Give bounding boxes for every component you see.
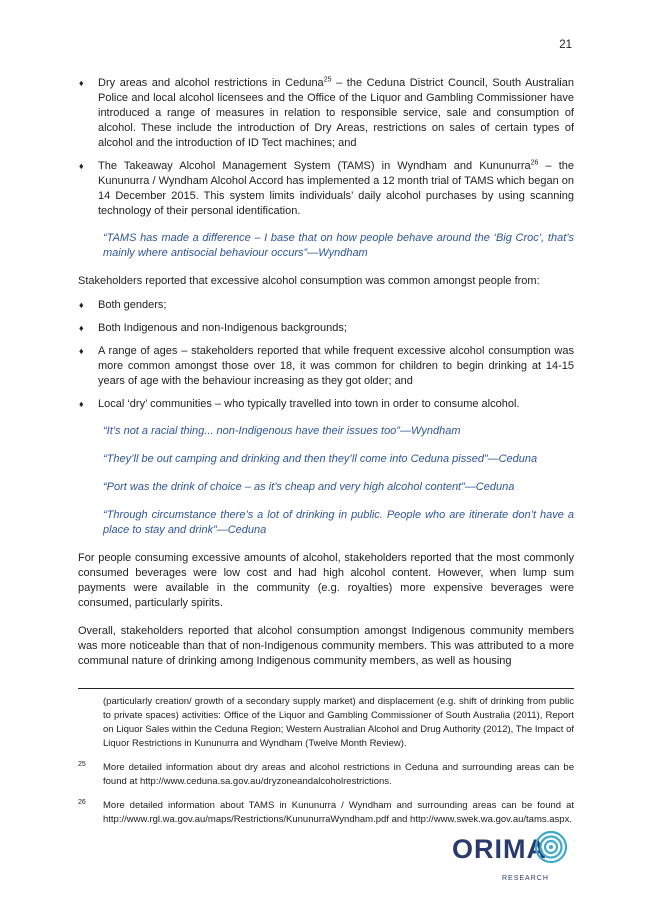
diamond-bullet-icon: ♦ (79, 323, 84, 333)
diamond-bullet-icon: ♦ (79, 399, 84, 409)
logo-wordmark: ORIMA (452, 834, 547, 864)
paragraph-overall: Overall, stakeholders reported that alcohol consumption amongst Indigenous community members was more noticeable than that of non-Indigenous community members. This was attributed to a more communal nature of drinking among Indigenous community members, as well as housing (78, 625, 574, 667)
footnote-number: 26 (78, 799, 86, 806)
quote-port: “Port was the drink of choice – as it’s cheap and very high alcohol content”—Ceduna (103, 481, 515, 493)
stakeholders-intro: Stakeholders reported that excessive alcohol consumption was common amongst people from: (78, 275, 540, 287)
footnotes (78, 695, 574, 837)
footnote-text: (particularly creation/ growth of a secondary supply market) and displacement (e.g. shift of drinking from public to private spaces) activities: Office of the Liquor and Gambling Commissioner of South Australia (2011), Report on Liquor Sales within the Ceduna Region; Western Australian Alcohol and Drug Authority (2012), The Impact of Liquor Restrictions in Kununurra and Wyndham (Twelve Month Review). (103, 696, 574, 749)
footnote-divider (78, 688, 574, 689)
bullet-text: The Takeaway Alcohol Management System (TAMS) in Wyndham and Kununurra (98, 160, 531, 172)
bullet-dry-communities (78, 397, 574, 412)
logo-rings-icon (534, 830, 568, 864)
bullet-text: Both Indigenous and non-Indigenous backgrounds; (98, 322, 347, 334)
bullet-text: Local ‘dry’ communities – who typically travelled into town in order to consume alcohol. (98, 398, 520, 410)
paragraph-beverages: For people consuming excessive amounts of alcohol, stakeholders reported that the most commonly consumed beverages were low cost and had high alcohol content. However, when lump sum payments were available in the community (e.g. royalties) more expensive beverages were consumed, particularly spirits. (78, 552, 574, 609)
diamond-bullet-icon: ♦ (79, 300, 84, 310)
bullet-dry-areas (78, 76, 574, 151)
bullet-text-cont: – the Ceduna District Council, South Australian Police and local alcohol licensees and the Office of the Liquor and Gambling Commissioner have introduced a range of measures in relation to responsible service, sale and consumption of alcohol. These include the introduction of Dry Areas, restrictions on sales of certain types of alcohol and the introduction of ID Tect machines; and (98, 77, 574, 149)
bullet-tams (78, 159, 574, 219)
bullet-genders (78, 298, 574, 313)
footnote-ref-25[interactable]: 25 (323, 76, 332, 84)
bullet-backgrounds (78, 321, 574, 336)
quote-camping: “They’ll be out camping and drinking and then they’ll come into Ceduna pissed”—Ceduna (103, 453, 538, 465)
diamond-bullet-icon: ♦ (79, 346, 84, 356)
footnote-ref-26[interactable]: 26 (530, 159, 539, 167)
quote-tams: “TAMS has made a difference – I base that on how people behave around the ‘Big Croc’, that’s mainly where antisocial behaviour occurs”—Wyndham (103, 232, 574, 259)
footnote-text: More detailed information about TAMS in Kununurra / Wyndham and surrounding areas can be found at http://www.rgl.wa.gov.au/maps/Restrictions/KununurraWyndham.pdf and http://www.swek.wa.gov.au/tams.aspx. (103, 800, 574, 825)
bullet-text: Both genders; (98, 299, 167, 311)
page-number: 21 (559, 39, 572, 51)
footnote-continued (78, 695, 574, 751)
bullet-text: A range of ages – stakeholders reported that while frequent excessive alcohol consumption was more common amongst those over 18, it was common for children to begin drinking at 14-15 years of age with the behaviour increasing as they got older; and (98, 345, 574, 387)
diamond-bullet-icon: ♦ (79, 78, 84, 88)
footnote-text: More detailed information about dry areas and alcohol restrictions in Ceduna and surrounding areas can be found at http://www.ceduna.sa.gov.au/dryzoneandalcoholrestrictions. (103, 762, 574, 787)
quote-circumstance: “Through circumstance there’s a lot of drinking in public. People who are itinerate don’t have a place to stay and drink”—Ceduna (103, 509, 574, 536)
footnote-number: 25 (78, 761, 86, 768)
bullet-text-cont: – the Kununurra / Wyndham Alcohol Accord has implemented a 12 month trial of TAMS which began on 14 December 2015. This system limits individuals’ daily alcohol purchases by using scanning technology of their personal identification. (98, 160, 574, 217)
main-content (78, 76, 574, 682)
bullet-ages (78, 344, 574, 389)
logo-subtitle: RESEARCH (502, 875, 549, 882)
footnote-25 (78, 761, 574, 789)
footnote-26 (78, 799, 574, 827)
quote-racial: “It’s not a racial thing... non-Indigenous have their issues too”—Wyndham (103, 425, 461, 437)
orima-logo (452, 830, 572, 882)
bullet-text: Dry areas and alcohol restrictions in Ceduna (98, 77, 324, 89)
diamond-bullet-icon: ♦ (79, 161, 84, 171)
